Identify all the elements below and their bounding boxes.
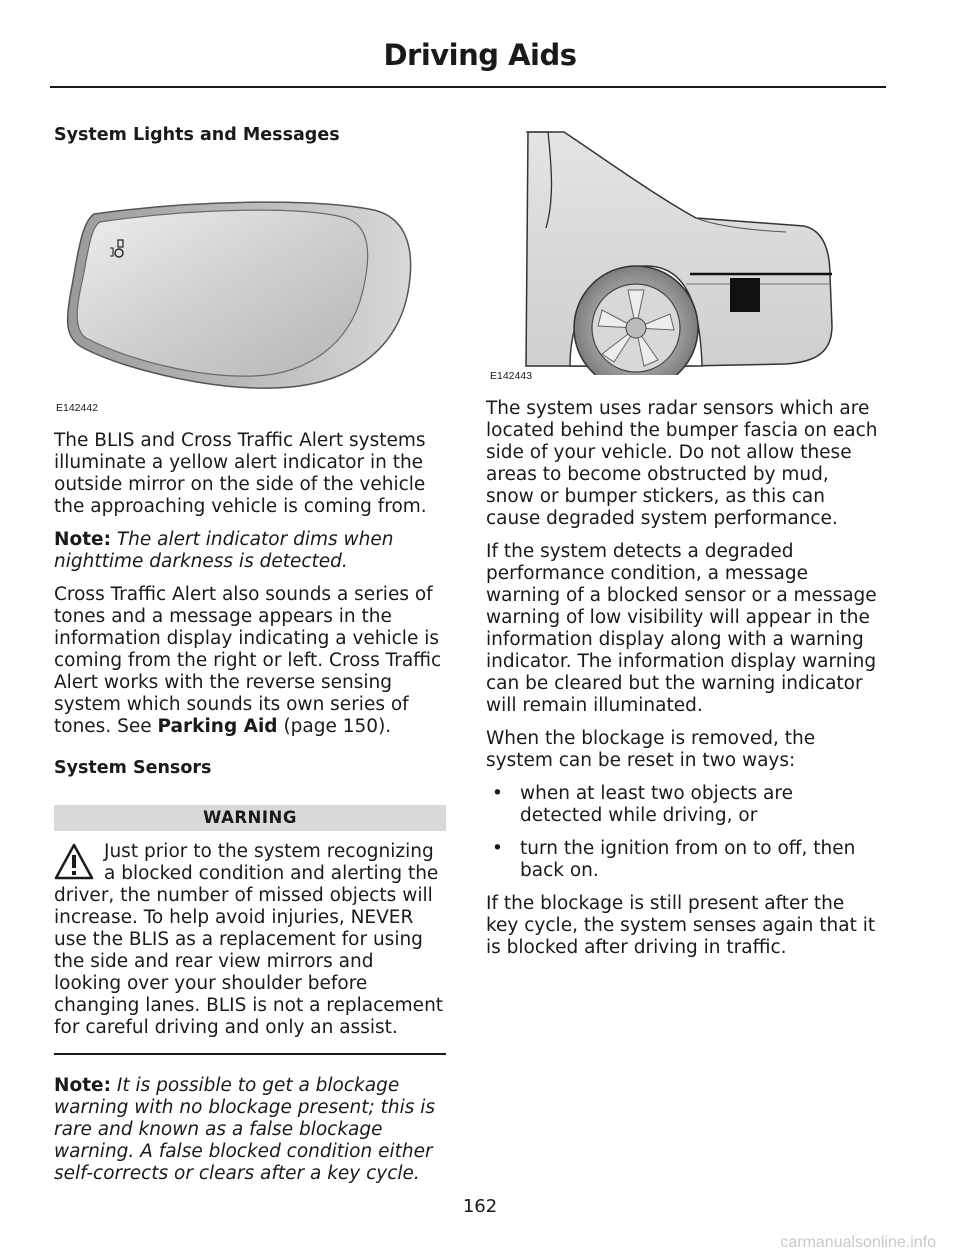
reset-list <box>486 783 880 882</box>
warning-box <box>54 805 446 1055</box>
parking-aid-link[interactable]: Parking Aid <box>157 716 278 737</box>
note-false-blockage: Note: It is possible to get a blockage warning with no blockage present; this is rare and known as a false blockage warning. A false blocked condition either self-corrects or clears after a key cycle. <box>54 1075 436 1184</box>
section-heading-system-sensors: System Sensors <box>54 758 212 778</box>
paragraph-cross-traffic: Cross Traffic Alert also sounds a series of tones and a message appears in the information display indicating a vehicle is coming from the right or left. Cross Traffic Alert works with the reverse sensing system which sounds its own series of tones. See Parking Aid (page 150). <box>54 584 442 737</box>
paragraph-radar-sensors: The system uses radar sensors which are located behind the bumper fascia on each side of your vehicle. Do not allow these areas to become obstructed by mud, snow or bumper stickers, as this can cause degraded system performance. <box>486 398 878 529</box>
warning-text: Just prior to the system recognizing a blocked condition and alerting the driver, the number of missed objects will increase. To help avoid injuries, NEVER use the BLIS as a replacement for using the side and rear view mirrors and looking over your shoulder before changing lanes. BLIS is not a replacement for careful driving and only an assist. <box>54 841 444 1038</box>
warning-title: WARNING <box>54 805 446 831</box>
mirror-illustration <box>54 196 434 416</box>
paragraph-degraded-performance: If the system detects a degraded performance condition, a message warning of a blocked sensor or a message warning of low visibility will appear in the information display along with a warning indicator. The information display warning can be cleared but the warning indicator will remain illuminated. <box>486 541 877 716</box>
page-number: 162 <box>462 1196 498 1217</box>
side-mirror-image <box>54 196 434 396</box>
warning-body <box>54 841 446 1039</box>
list-item: • turn the ignition from on to off, then back on. <box>492 838 856 881</box>
list-item: • when at least two objects are detected while driving, or <box>492 783 793 826</box>
warning-triangle-icon <box>54 843 94 881</box>
bumper-illustration <box>486 130 886 385</box>
image-code-bumper: E142443 <box>490 370 533 382</box>
image-code-mirror: E142442 <box>56 402 99 414</box>
warning-divider <box>54 1053 446 1055</box>
section-heading-system-lights: System Lights and Messages <box>54 125 340 145</box>
page-title: Driving Aids <box>383 38 577 72</box>
paragraph-alert-indicator: The BLIS and Cross Traffic Alert systems illuminate a yellow alert indicator in the outside mirror on the side of the vehicle the approaching vehicle is coming from. <box>54 430 427 517</box>
note-dims: Note: The alert indicator dims when nighttime darkness is detected. <box>54 529 394 572</box>
watermark-text: carmanualsonline.info <box>780 1234 936 1251</box>
header-divider <box>50 86 886 88</box>
paragraph-key-cycle: If the blockage is still present after the key cycle, the system senses again that it is blocked after driving in traffic. <box>486 893 876 958</box>
paragraph-reset-ways: When the blockage is removed, the system can be reset in two ways: <box>486 728 816 771</box>
rear-bumper-image <box>486 130 886 375</box>
radar-sensor-location <box>730 278 760 312</box>
